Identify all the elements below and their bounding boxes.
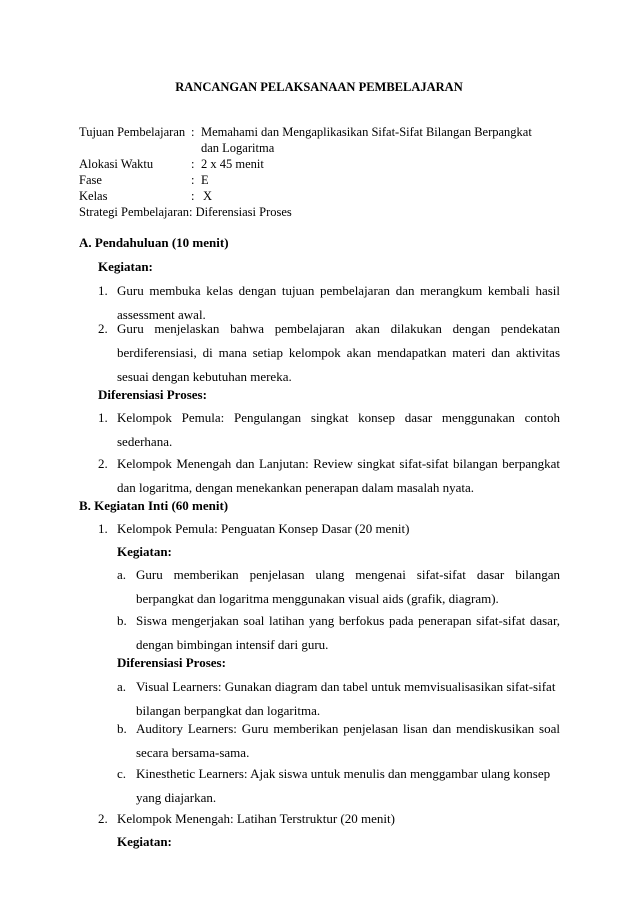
section-b2-kegiatan-label: Kegiatan: [117,834,172,849]
section-a-heading: A. Pendahuluan (10 menit) [79,235,229,250]
meta-colon: : [191,173,195,187]
list-text: dengan bimbingan intensif dari guru. [136,637,329,652]
list-text: Visual Learners: Gunakan diagram dan tabel untuk memvisualisasikan sifat-sifat [136,679,556,694]
list-item [117,567,560,615]
meta-tujuan-value-cont: dan Logaritma [201,141,275,155]
list-number: 1. [98,410,108,425]
meta-fase-value: E [201,173,209,187]
list-letter: b. [117,721,127,736]
meta-colon: : [191,189,195,203]
list-number: 1. [98,521,108,536]
section-b1-diferensiasi-label: Diferensiasi Proses: [117,655,226,670]
list-item [117,679,560,727]
list-item [98,410,560,458]
list-number: 2. [98,321,108,336]
list-text: Guru menjelaskan bahwa pembelajaran akan dilakukan dengan pendekatan [117,321,560,336]
list-text: Auditory Learners: Guru memberikan penjelasan lisan dan mendiskusikan soal [136,721,560,736]
meta-fase-label: Fase [79,173,102,187]
meta-alokasi-label: Alokasi Waktu [79,157,154,171]
document-title: RANCANGAN PELAKSANAAN PEMBELAJARAN [175,80,463,94]
list-number: 2. [98,456,108,471]
section-a-diferensiasi-label: Diferensiasi Proses: [98,387,207,402]
meta-kelas-label: Kelas [79,189,108,203]
list-number: 2. [98,811,108,826]
list-text: secara bersama-sama. [136,745,250,760]
list-item [117,721,560,769]
section-b-heading: B. Kegiatan Inti (60 menit) [79,498,229,513]
meta-kelas-value: X [203,189,213,203]
list-item [98,456,560,504]
list-text: yang diajarkan. [136,790,217,805]
meta-tujuan-value: Memahami dan Mengaplikasikan Sifat-Sifat Bilangan Berpangkat [201,125,532,139]
list-text: Guru membuka kelas dengan tujuan pembelajaran dan merangkum kembali hasil [117,283,560,298]
meta-alokasi-value: 2 x 45 menit [201,157,264,171]
list-number: 1. [98,283,108,298]
list-text: berdiferensiasi, di mana setiap kelompok akan mendapatkan materi dan aktivitas [117,345,560,360]
list-text: bilangan berpangkat dan logaritma. [136,703,321,718]
list-text: Guru memberikan penjelasan ulang mengenai sifat-sifat dasar bilangan [136,567,560,582]
list-item [98,521,560,537]
meta-colon: : [191,157,195,171]
section-a-kegiatan-label: Kegiatan: [98,259,153,274]
list-item [117,766,560,814]
list-text: dan logaritma, dengan menekankan penerapan dalam masalah nyata. [117,480,474,495]
list-item [117,613,560,661]
list-text: Kinesthetic Learners: Ajak siswa untuk menulis dan menggambar ulang konsep [136,766,551,781]
list-item [98,811,560,827]
list-letter: a. [117,679,127,694]
list-text: assessment awal. [117,307,206,322]
list-letter: a. [117,567,127,582]
list-text: berpangkat dan logaritma menggunakan visual aids (grafik, diagram). [136,591,499,606]
list-text: sederhana. [117,434,173,449]
list-letter: c. [117,766,127,781]
list-text: Siswa mengerjakan soal latihan yang berfokus pada penerapan sifat-sifat dasar, [136,613,560,628]
list-item [98,321,560,393]
list-text: Kelompok Menengah dan Lanjutan: Review singkat sifat-sifat bilangan berpangkat [117,456,560,471]
list-text: Kelompok Pemula: Pengulangan singkat konsep dasar menggunakan contoh [117,410,560,425]
meta-strategi-text: Strategi Pembelajaran: Diferensiasi Proses [79,205,292,219]
section-b1-kegiatan-label: Kegiatan: [117,544,172,559]
list-text: Kelompok Menengah: Latihan Terstruktur (20 menit) [117,811,395,826]
meta-colon: : [191,125,195,139]
list-text: sesuai dengan kebutuhan mereka. [117,369,292,384]
meta-tujuan-label: Tujuan Pembelajaran [79,125,186,139]
list-letter: b. [117,613,127,628]
list-text: Kelompok Pemula: Penguatan Konsep Dasar (20 menit) [117,521,410,536]
